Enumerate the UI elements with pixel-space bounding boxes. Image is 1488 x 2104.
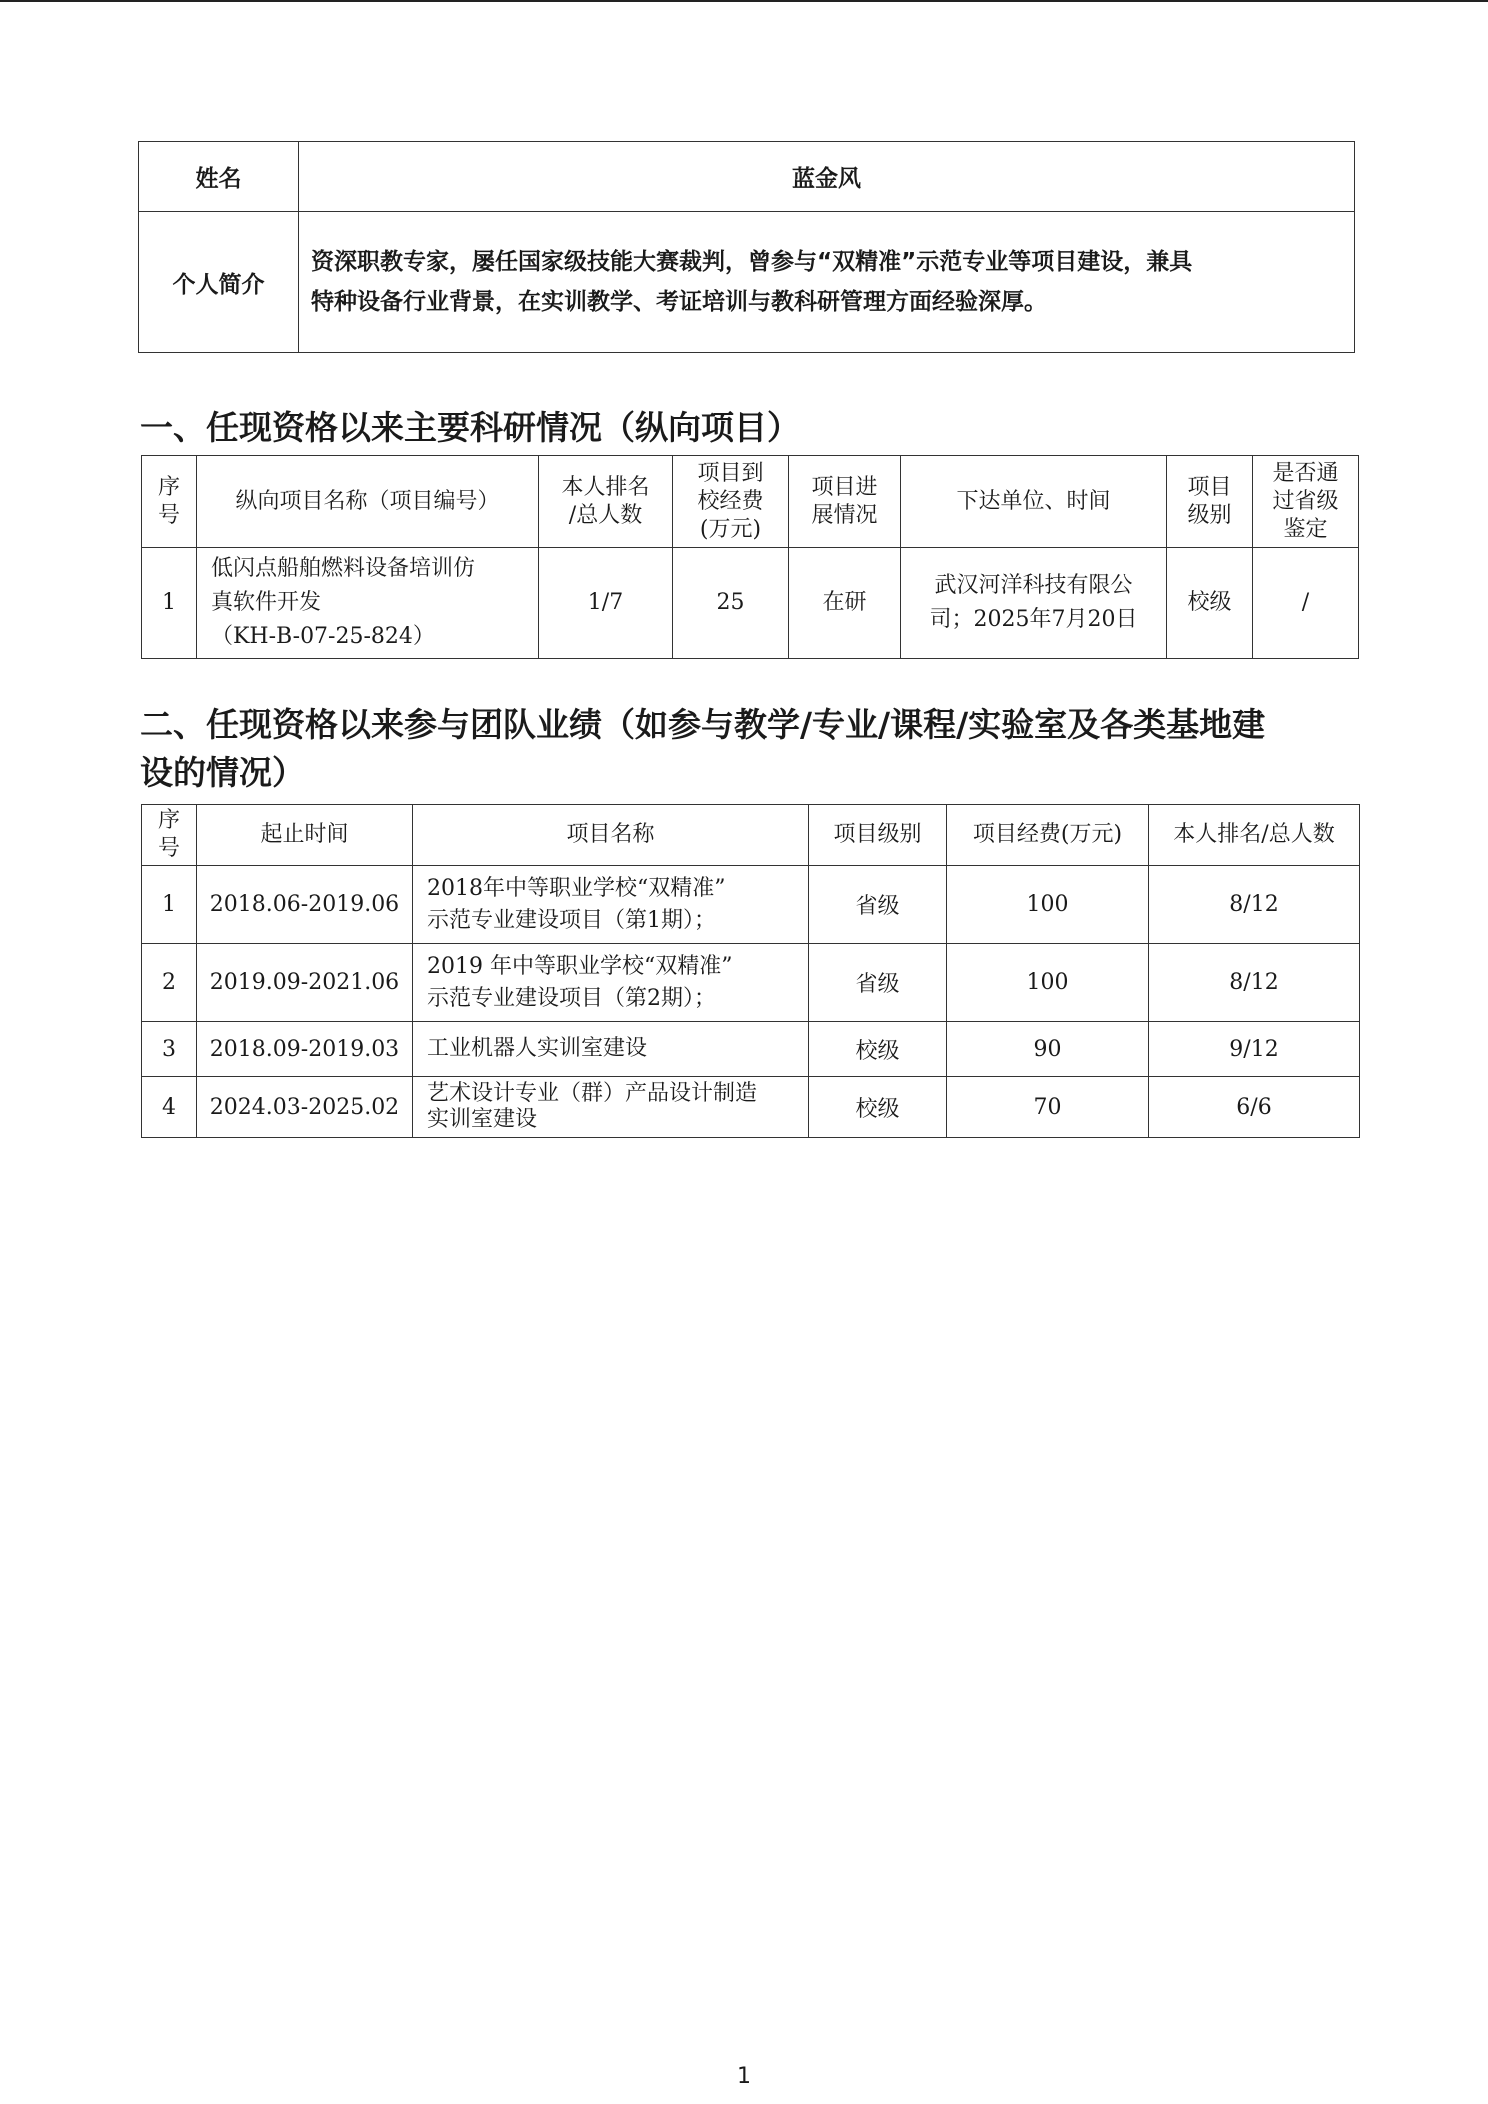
issuer-cell-line: 武汉河洋科技有限公 bbox=[934, 573, 1133, 598]
table-row bbox=[142, 548, 1359, 659]
table-row bbox=[142, 1077, 1360, 1138]
rank-cell: 6/6 bbox=[1149, 1077, 1360, 1138]
issuer-cell bbox=[901, 548, 1167, 659]
bio-line: 资深职教专家，屡任国家级技能大赛裁判，曾参与“双精准”示范专业等项目建设，兼具 bbox=[311, 249, 1193, 275]
project-name-line: 艺术设计专业（群）产品设计制造 bbox=[427, 1081, 758, 1106]
project-name-line: 实训室建设 bbox=[427, 1107, 538, 1132]
project-name-line: 2018年中等职业学校“双精准” bbox=[427, 875, 726, 901]
name-value: 蓝金风 bbox=[299, 142, 1355, 212]
column-header bbox=[539, 456, 673, 548]
project-name-line: （KH-B-07-25-824） bbox=[211, 624, 435, 649]
period-cell: 2018.06-2019.06 bbox=[197, 866, 413, 944]
column-header bbox=[1149, 805, 1360, 866]
column-header bbox=[809, 805, 947, 866]
funds-cell: 90 bbox=[947, 1022, 1149, 1077]
column-header bbox=[789, 456, 901, 548]
section2-title-line: 二、任现资格以来参与团队业绩（如参与教学/专业/课程/实验室及各类基地建 bbox=[140, 705, 1266, 744]
row-number: 2 bbox=[142, 944, 197, 1022]
project-name-line: 真软件开发 bbox=[211, 590, 322, 615]
column-header bbox=[197, 805, 413, 866]
top-border-line bbox=[0, 0, 1488, 2]
profile-name-row bbox=[139, 142, 1355, 212]
bio-label: 个人简介 bbox=[139, 212, 299, 353]
funds-cell: 100 bbox=[947, 866, 1149, 944]
column-header-line: 是否通 bbox=[1272, 460, 1339, 486]
profile-bio-row bbox=[139, 212, 1355, 353]
funds-cell: 100 bbox=[947, 944, 1149, 1022]
column-header-line: 项目到 bbox=[697, 460, 764, 486]
rank-cell: 8/12 bbox=[1149, 866, 1360, 944]
section1-title: 一、任现资格以来主要科研情况（纵向项目） bbox=[140, 408, 800, 447]
column-header-line: 号 bbox=[157, 836, 180, 861]
column-header-line: /总人数 bbox=[568, 502, 643, 528]
bio-line: 特种设备行业背景，在实训教学、考证培训与教科研管理方面经验深厚。 bbox=[311, 289, 1047, 315]
column-header bbox=[413, 805, 809, 866]
profile-table bbox=[138, 141, 1355, 353]
project-name-line: 示范专业建设项目（第2期）； bbox=[427, 985, 716, 1011]
column-header bbox=[673, 456, 789, 548]
column-header bbox=[142, 456, 197, 548]
column-header-line: 级别 bbox=[1187, 502, 1232, 528]
table-row bbox=[142, 944, 1360, 1022]
table-row bbox=[142, 866, 1360, 944]
research-projects-table bbox=[141, 455, 1359, 659]
row-number: 1 bbox=[142, 548, 197, 659]
row-number: 1 bbox=[142, 866, 197, 944]
name-label: 姓名 bbox=[139, 142, 299, 212]
column-header-line: 本人排名/总人数 bbox=[1173, 822, 1335, 847]
column-header bbox=[947, 805, 1149, 866]
bio-text bbox=[299, 212, 1355, 353]
level-cell: 省级 bbox=[809, 944, 947, 1022]
level-cell: 省级 bbox=[809, 866, 947, 944]
column-header-line: 展情况 bbox=[811, 502, 878, 528]
rank-cell: 1/7 bbox=[539, 548, 673, 659]
column-header-line: 序 bbox=[157, 808, 180, 833]
column-header-line: 纵向项目名称（项目编号） bbox=[235, 488, 500, 514]
column-header-line: 下达单位、时间 bbox=[956, 488, 1111, 514]
column-header-line: (万元) bbox=[699, 516, 762, 542]
team-table-header bbox=[142, 805, 1360, 866]
issuer-cell-line: 司；2025年7月20日 bbox=[929, 607, 1138, 632]
section2-title-line: 设的情况） bbox=[140, 753, 305, 792]
column-header-line: 项目进 bbox=[811, 474, 878, 500]
project-name-line: 工业机器人实训室建设 bbox=[427, 1036, 648, 1061]
project-name bbox=[413, 1077, 809, 1138]
period-cell: 2024.03-2025.02 bbox=[197, 1077, 413, 1138]
period-cell: 2018.09-2019.03 bbox=[197, 1022, 413, 1077]
column-header-line: 鉴定 bbox=[1283, 516, 1328, 542]
column-header-line: 起止时间 bbox=[260, 822, 349, 847]
project-name-line: 低闪点船舶燃料设备培训仿 bbox=[211, 556, 476, 581]
column-header-line: 序 bbox=[157, 474, 180, 500]
progress-cell: 在研 bbox=[789, 548, 901, 659]
row-number: 4 bbox=[142, 1077, 197, 1138]
project-name-line: 示范专业建设项目（第1期）； bbox=[427, 907, 716, 933]
page-number: 1 bbox=[737, 2064, 751, 2089]
project-name-line: 2019 年中等职业学校“双精准” bbox=[427, 953, 733, 979]
table-row bbox=[142, 1022, 1360, 1077]
period-cell: 2019.09-2021.06 bbox=[197, 944, 413, 1022]
project-name bbox=[197, 548, 539, 659]
funds-cell: 25 bbox=[673, 548, 789, 659]
rank-cell: 8/12 bbox=[1149, 944, 1360, 1022]
rank-cell: 9/12 bbox=[1149, 1022, 1360, 1077]
project-name bbox=[413, 866, 809, 944]
column-header-line: 校经费 bbox=[697, 488, 764, 514]
column-header bbox=[1167, 456, 1253, 548]
team-achievements-table bbox=[141, 804, 1360, 1138]
column-header-line: 项目名称 bbox=[566, 822, 655, 847]
research-table-header bbox=[142, 456, 1359, 548]
column-header bbox=[901, 456, 1167, 548]
level-cell: 校级 bbox=[1167, 548, 1253, 659]
section2-title bbox=[140, 701, 1370, 797]
column-header-line: 本人排名 bbox=[561, 474, 650, 500]
column-header-line: 号 bbox=[157, 502, 180, 528]
column-header-line: 项目经费(万元) bbox=[972, 822, 1123, 847]
column-header bbox=[1253, 456, 1359, 548]
column-header-line: 项目级别 bbox=[833, 822, 922, 847]
level-cell: 校级 bbox=[809, 1022, 947, 1077]
funds-cell: 70 bbox=[947, 1077, 1149, 1138]
column-header bbox=[197, 456, 539, 548]
column-header-line: 项目 bbox=[1187, 474, 1232, 500]
column-header-line: 过省级 bbox=[1272, 488, 1339, 514]
row-number: 3 bbox=[142, 1022, 197, 1077]
project-name bbox=[413, 1022, 809, 1077]
appraised-cell: / bbox=[1253, 548, 1359, 659]
column-header bbox=[142, 805, 197, 866]
project-name bbox=[413, 944, 809, 1022]
level-cell: 校级 bbox=[809, 1077, 947, 1138]
